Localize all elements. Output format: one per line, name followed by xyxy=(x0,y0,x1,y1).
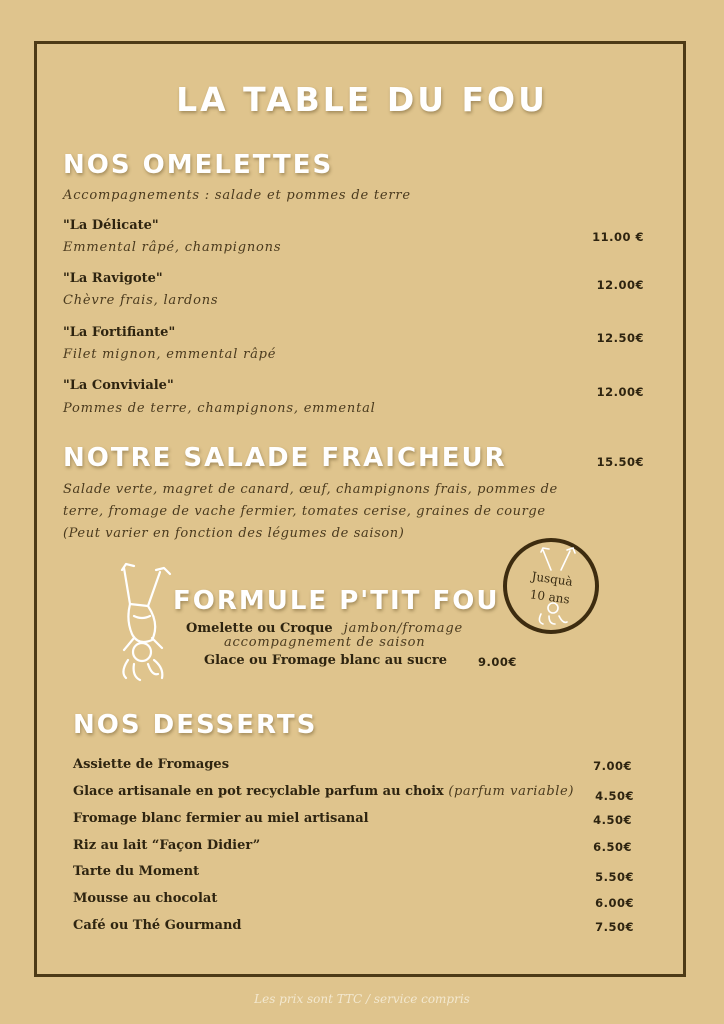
salad-line: Salade verte, magret de canard, œuf, champignons frais, pommes de xyxy=(63,482,558,497)
dessert-price: 6.00€ xyxy=(595,896,634,910)
dessert-name: Tarte du Moment xyxy=(73,864,200,879)
omelette-desc: Chèvre frais, lardons xyxy=(63,293,219,308)
badge-jester-hat-icon xyxy=(533,602,573,626)
omelette-price: 12.00€ xyxy=(596,278,644,292)
age-badge xyxy=(503,538,599,634)
omelette-price: 11.00 € xyxy=(592,230,644,244)
desserts-heading: NOS DESSERTS xyxy=(73,710,318,740)
omelette-price: 12.00€ xyxy=(596,385,644,399)
badge-line: 10 ans xyxy=(528,587,571,607)
salad-line: (Peut varier en fonction des légumes de saison) xyxy=(63,526,405,541)
omelette-name: "La Conviviale" xyxy=(63,378,174,393)
formule-main: Omelette ou Croque xyxy=(186,621,333,636)
menu-title: LA TABLE DU FOU xyxy=(176,80,548,119)
dessert-name: Mousse au chocolat xyxy=(73,891,218,906)
dessert-note: (parfum variable) xyxy=(448,784,574,799)
dessert-name: Café ou Thé Gourmand xyxy=(73,918,242,933)
footer-note: Les prix sont TTC / service compris xyxy=(254,992,470,1006)
omelette-desc: Emmental râpé, champignons xyxy=(63,240,282,255)
dessert-price: 4.50€ xyxy=(595,789,634,803)
omelette-desc: Pommes de terre, champignons, emmental xyxy=(63,401,376,416)
omelette-name: "La Fortifiante" xyxy=(63,325,176,340)
formule-main-note: jambon/fromage xyxy=(343,621,463,636)
dessert-name: Assiette de Fromages xyxy=(73,757,230,772)
dessert-price: 6.50€ xyxy=(593,840,632,854)
dessert-name: Riz au lait “Façon Didier” xyxy=(73,838,261,853)
omelette-name: "La Délicate" xyxy=(63,218,159,233)
dessert-price: 5.50€ xyxy=(595,870,634,884)
dessert-name: Fromage blanc fermier au miel artisanal xyxy=(73,811,369,826)
salad-price: 15.50€ xyxy=(596,455,644,469)
salad-heading: NOTRE SALADE FRAICHEUR xyxy=(63,443,507,473)
dessert-price: 7.50€ xyxy=(595,920,634,934)
dessert-price: 4.50€ xyxy=(593,813,632,827)
omelettes-heading: NOS OMELETTES xyxy=(63,150,334,180)
omelette-name: "La Ravigote" xyxy=(63,271,163,286)
omelette-desc: Filet mignon, emmental râpé xyxy=(63,347,277,362)
salad-description xyxy=(63,479,623,545)
jester-illustration xyxy=(112,560,172,684)
formule-heading: FORMULE P'TIT FOU xyxy=(173,586,500,616)
badge-line: Jusquà xyxy=(530,569,574,589)
formule-line-3: Glace ou Fromage blanc au sucre xyxy=(204,653,447,668)
formule-price: 9.00€ xyxy=(478,655,517,669)
omelettes-subtitle: Accompagnements : salade et pommes de terre xyxy=(63,188,411,203)
omelette-price: 12.50€ xyxy=(596,331,644,345)
salad-line: terre, fromage de vache fermier, tomates cerise, graines de courge xyxy=(63,504,546,519)
dessert-price: 7.00€ xyxy=(593,759,632,773)
dessert-name: Glace artisanale en pot recyclable parfum au choix (parfum variable) xyxy=(73,784,574,799)
formule-line-2: accompagnement de saison xyxy=(224,635,426,650)
formule-line-1 xyxy=(186,617,463,636)
